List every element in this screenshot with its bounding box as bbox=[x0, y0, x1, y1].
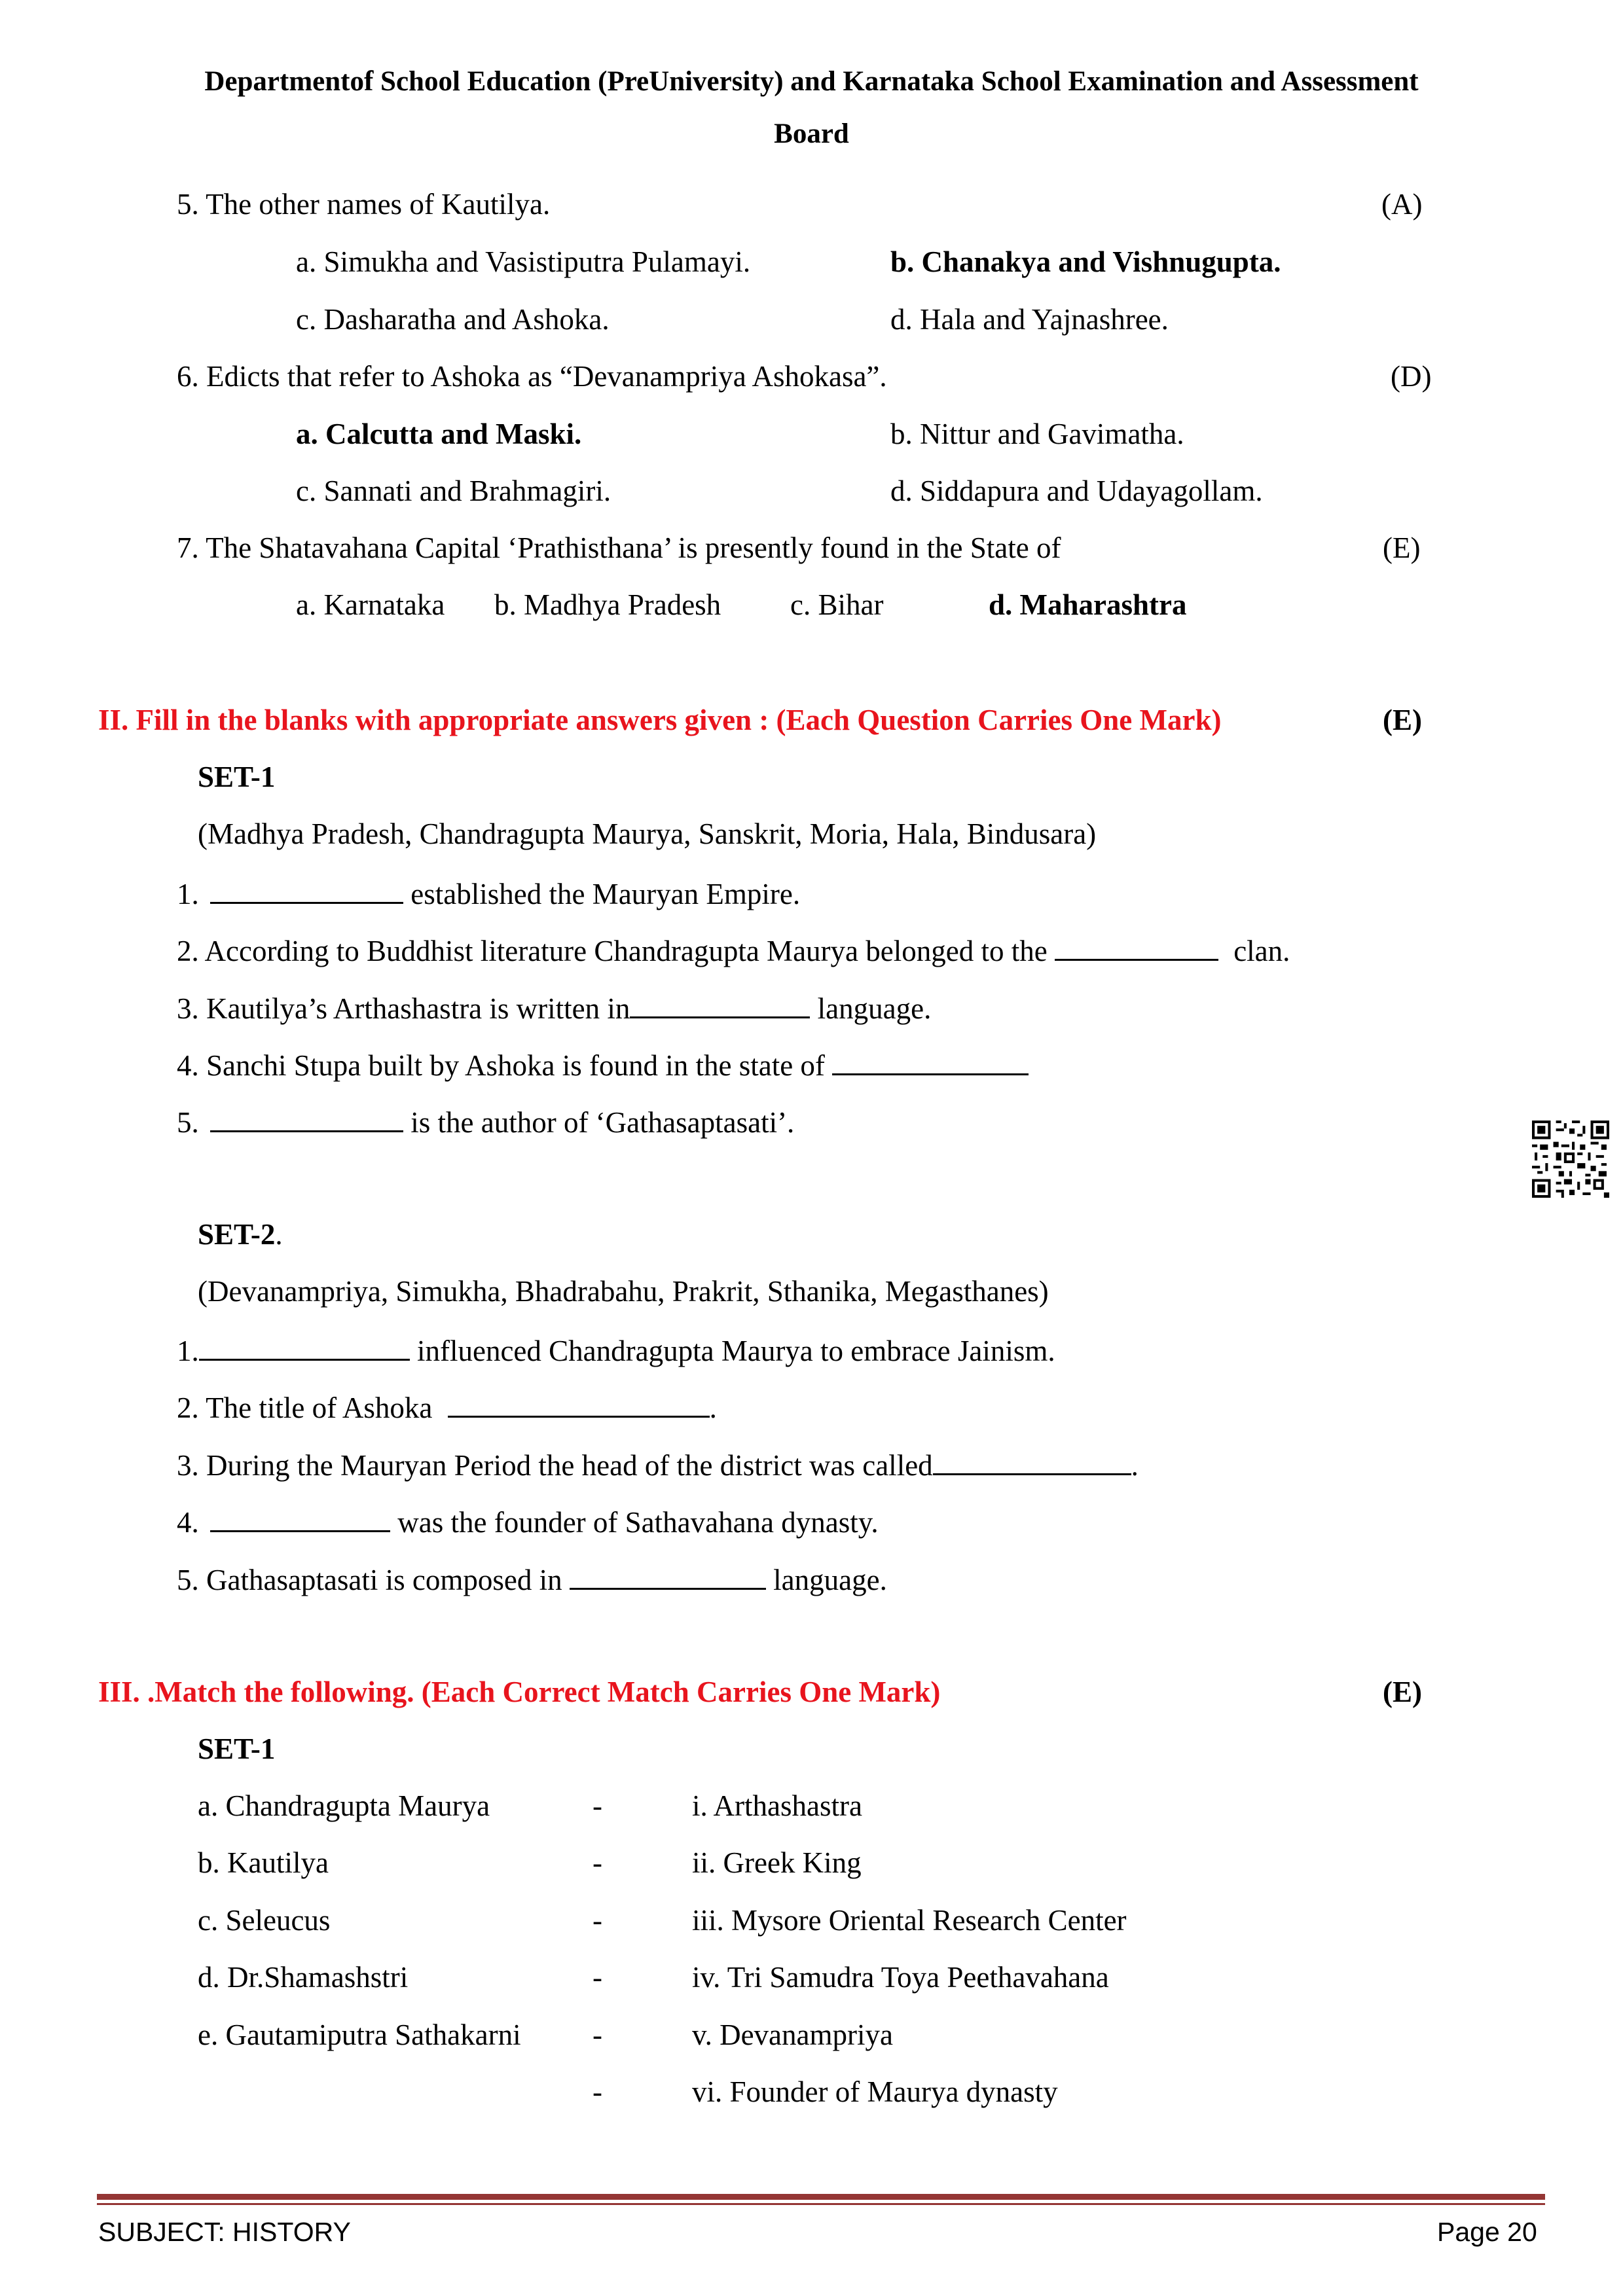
mcq-option: c. Bihar bbox=[790, 588, 884, 621]
set-1-label: SET-1 bbox=[198, 761, 276, 793]
fill-blank-question bbox=[177, 992, 931, 1024]
blank-line bbox=[210, 877, 403, 904]
match-dash: - bbox=[593, 1789, 602, 1822]
mcq-option-correct: b. Chanakya and Vishnugupta. bbox=[890, 245, 1281, 278]
match-left-item: e. Gautamiputra Sathakarni bbox=[198, 2018, 521, 2051]
match-left-item: b. Kautilya bbox=[198, 1846, 329, 1879]
question-text: . bbox=[709, 1391, 717, 1424]
fill-blank-question bbox=[177, 1505, 879, 1537]
footer-page-number: Page 20 bbox=[1437, 2217, 1537, 2247]
question-text: 2. The title of Ashoka bbox=[177, 1391, 433, 1424]
fill-blank-question bbox=[177, 1049, 1029, 1081]
match-dash: - bbox=[593, 1961, 602, 1994]
question-text: 2. According to Buddhist literature Chandragupta Maurya belonged to the bbox=[177, 935, 1048, 967]
match-right-item: ii. Greek King bbox=[692, 1846, 862, 1879]
blank-line bbox=[1055, 934, 1218, 961]
header-title-line2: Board bbox=[774, 118, 849, 149]
mcq-option: c. Sannati and Brahmagiri. bbox=[296, 475, 611, 507]
match-dash: - bbox=[593, 2018, 602, 2051]
mcq-option-correct: a. Calcutta and Maski. bbox=[296, 418, 582, 450]
footer-rule-thin bbox=[97, 2203, 1545, 2205]
mcq-option: d. Siddapura and Udayagollam. bbox=[890, 475, 1263, 507]
blank-line bbox=[832, 1049, 1029, 1075]
blank-line bbox=[630, 992, 810, 1018]
question-text: 5. bbox=[177, 1106, 199, 1139]
section-3-level: (E) bbox=[1383, 1676, 1422, 1708]
question-text: 1. bbox=[177, 1335, 199, 1367]
question-text: . bbox=[1131, 1449, 1139, 1482]
blank-line bbox=[570, 1563, 766, 1590]
blank-line bbox=[210, 1505, 390, 1532]
footer-rule bbox=[97, 2194, 1545, 2200]
qr-code-icon bbox=[1532, 1121, 1609, 1198]
match-dash: - bbox=[593, 1846, 602, 1879]
mcq-option: d. Hala and Yajnashree. bbox=[890, 303, 1169, 336]
question-text: 4. bbox=[177, 1506, 199, 1539]
match-right-item: iii. Mysore Oriental Research Center bbox=[692, 1904, 1127, 1937]
match-right-item: i. Arthashastra bbox=[692, 1789, 862, 1822]
match-left-item: c. Seleucus bbox=[198, 1904, 331, 1937]
footer-subject: SUBJECT: HISTORY bbox=[98, 2217, 351, 2247]
match-left-item: a. Chandragupta Maurya bbox=[198, 1789, 490, 1822]
question-text: 4. Sanchi Stupa built by Ashoka is found in the state of bbox=[177, 1049, 825, 1082]
question-text: was the founder of Sathavahana dynasty. bbox=[397, 1506, 879, 1539]
section-2-level: (E) bbox=[1383, 704, 1422, 736]
set-2-label bbox=[198, 1220, 283, 1249]
mcq-option: b. Madhya Pradesh bbox=[494, 588, 721, 621]
question-text: language. bbox=[773, 1564, 887, 1596]
question-text: 3. Kautilya’s Arthashastra is written in bbox=[177, 992, 630, 1025]
mcq-option: a. Karnataka bbox=[296, 588, 445, 621]
mcq-level-6: (D) bbox=[1391, 360, 1432, 393]
question-text: influenced Chandragupta Maurya to embrace Jainism. bbox=[417, 1335, 1055, 1367]
match-right-item: v. Devanampriya bbox=[692, 2018, 893, 2051]
fill-blank-question bbox=[177, 877, 800, 909]
mcq-question-6: 6. Edicts that refer to Ashoka as “Devanampriya Ashokasa”. bbox=[177, 360, 887, 393]
mcq-level-7: (E) bbox=[1383, 531, 1421, 564]
fill-blank-question bbox=[177, 1334, 1055, 1366]
mcq-question-7: 7. The Shatavahana Capital ‘Prathisthana’ is presently found in the State of bbox=[177, 531, 1061, 564]
question-text: language. bbox=[817, 992, 932, 1025]
header-title-line1: Departmentof School Education (PreUniversity) and Karnataka School Examination and Assessment bbox=[204, 66, 1419, 97]
question-text: is the author of ‘Gathasaptasati’. bbox=[410, 1106, 795, 1139]
question-text: 5. Gathasaptasati is composed in bbox=[177, 1564, 562, 1596]
fill-blank-question bbox=[177, 934, 1290, 966]
mcq-option-correct: d. Maharashtra bbox=[989, 588, 1187, 621]
mcq-option: c. Dasharatha and Ashoka. bbox=[296, 303, 610, 336]
set-2-options: (Devanampriya, Simukha, Bhadrabahu, Prakrit, Sthanika, Megasthanes) bbox=[198, 1275, 1049, 1308]
mcq-option: a. Simukha and Vasistiputra Pulamayi. bbox=[296, 245, 751, 278]
blank-line bbox=[933, 1448, 1131, 1475]
set-2-label-dot: . bbox=[275, 1218, 283, 1251]
set-1-options: (Madhya Pradesh, Chandragupta Maurya, Sanskrit, Moria, Hala, Bindusara) bbox=[198, 817, 1097, 850]
match-right-item: iv. Tri Samudra Toya Peethavahana bbox=[692, 1961, 1109, 1994]
mcq-question-5: 5. The other names of Kautilya. bbox=[177, 188, 551, 221]
fill-blank-question bbox=[177, 1391, 717, 1423]
fill-blank-question bbox=[177, 1448, 1139, 1480]
question-text: 1. bbox=[177, 878, 199, 910]
set-2-label-text: SET-2 bbox=[198, 1218, 276, 1251]
match-set-label: SET-1 bbox=[198, 1732, 276, 1765]
section-3-title: III. .Match the following. (Each Correct Match Carries One Mark) bbox=[98, 1676, 941, 1708]
fill-blank-question bbox=[177, 1105, 794, 1138]
mcq-level-5: (A) bbox=[1381, 188, 1423, 221]
fill-blank-question bbox=[177, 1563, 887, 1595]
match-dash: - bbox=[593, 2075, 602, 2108]
blank-line bbox=[210, 1105, 403, 1132]
match-dash: - bbox=[593, 1904, 602, 1937]
question-text: clan. bbox=[1233, 935, 1290, 967]
mcq-option: b. Nittur and Gavimatha. bbox=[890, 418, 1184, 450]
blank-line bbox=[199, 1334, 410, 1361]
section-2-title: II. Fill in the blanks with appropriate answers given : (Each Question Carries One Mark) bbox=[98, 704, 1222, 736]
question-text: 3. During the Mauryan Period the head of the district was called bbox=[177, 1449, 933, 1482]
match-left-item: d. Dr.Shamashstri bbox=[198, 1961, 409, 1994]
match-right-item: vi. Founder of Maurya dynasty bbox=[692, 2075, 1058, 2108]
blank-line bbox=[448, 1391, 710, 1418]
question-text: established the Mauryan Empire. bbox=[410, 878, 801, 910]
